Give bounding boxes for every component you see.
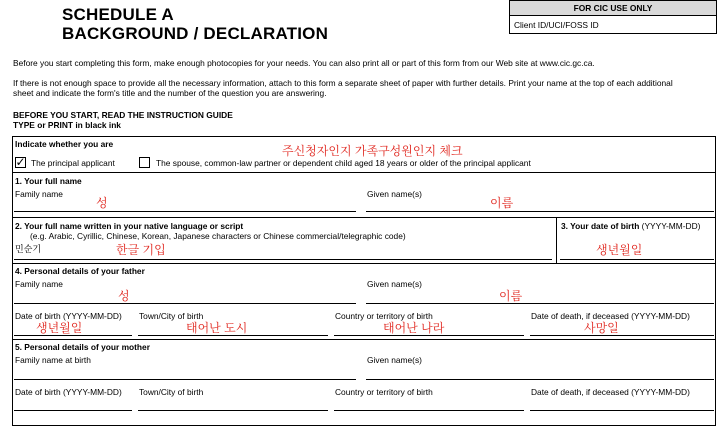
- intro-paragraph-2-line2: sheet and indicate the form's title and the number of the question you are answering.: [13, 88, 327, 98]
- father-town-annotation: 태어난 도시: [186, 321, 248, 335]
- mother-dob-label: Date of birth (YYYY-MM-DD): [15, 387, 122, 397]
- mother-country-input[interactable]: [334, 410, 524, 411]
- father-town-label: Town/City of birth: [139, 311, 204, 321]
- section5-heading: 5. Personal details of your mother: [15, 342, 150, 352]
- father-given-input[interactable]: [366, 303, 714, 304]
- instruction-subheading: TYPE or PRINT in black ink: [13, 120, 121, 130]
- section3-annotation: 생년월일: [596, 243, 643, 257]
- intro-paragraph-2-line1: If there is not enough space to provide all the necessary information, attach to this form a separate sheet of paper with further details. Print your name at the top of each additional: [13, 78, 673, 88]
- divider: [12, 217, 716, 218]
- mother-country-label: Country or territory of birth: [335, 387, 433, 397]
- mother-dob-input[interactable]: [14, 410, 132, 411]
- section2-subheading: (e.g. Arabic, Cyrillic, Chinese, Korean, Japanese characters or Chinese commercial/telegraphic code): [30, 231, 406, 241]
- instruction-heading: BEFORE YOU START, READ THE INSTRUCTION GUIDE: [13, 110, 233, 120]
- section2-annotation: 한글 기입: [116, 243, 166, 257]
- native-name-value: 민순기: [15, 244, 42, 254]
- father-dob-label: Date of birth (YYYY-MM-DD): [15, 311, 122, 321]
- mother-given-label: Given name(s): [367, 355, 422, 365]
- section1-heading: 1. Your full name: [15, 176, 82, 186]
- native-name-input[interactable]: [14, 259, 552, 260]
- mother-town-input[interactable]: [138, 410, 328, 411]
- principal-applicant-label: The principal applicant: [31, 158, 115, 168]
- section1-family-input[interactable]: [14, 211, 356, 212]
- father-death-annotation: 사망일: [584, 321, 619, 335]
- father-dob-input[interactable]: [14, 335, 132, 336]
- father-death-input[interactable]: [530, 335, 714, 336]
- father-family-annotation: 성: [118, 289, 130, 303]
- father-country-input[interactable]: [334, 335, 524, 336]
- section3-heading-text: 3. Your date of birth: [561, 221, 640, 231]
- section2-heading: 2. Your full name written in your native language or script: [15, 221, 244, 231]
- father-family-input[interactable]: [14, 303, 356, 304]
- mother-family-label: Family name at birth: [15, 355, 91, 365]
- mother-family-input[interactable]: [14, 379, 356, 380]
- form-frame: [12, 136, 716, 426]
- section1-given-label: Given name(s): [367, 189, 422, 199]
- divider: [556, 217, 557, 263]
- father-country-label: Country or territory of birth: [335, 311, 433, 321]
- father-death-label: Date of death, if deceased (YYYY-MM-DD): [531, 311, 690, 321]
- section1-given-input[interactable]: [366, 211, 714, 212]
- mother-town-label: Town/City of birth: [139, 387, 204, 397]
- section1-family-label: Family name: [15, 189, 63, 199]
- father-town-input[interactable]: [138, 335, 328, 336]
- spouse-dependent-label: The spouse, common-law partner or dependent child aged 18 years or older of the principal applicant: [156, 158, 531, 168]
- spouse-dependent-checkbox[interactable]: [139, 157, 150, 168]
- cic-use-only-box: [509, 0, 717, 34]
- section4-heading: 4. Personal details of your father: [15, 266, 145, 276]
- mother-given-input[interactable]: [366, 379, 714, 380]
- section1-given-annotation: 이름: [490, 196, 514, 210]
- father-country-annotation: 태어난 나라: [383, 321, 445, 335]
- intro-paragraph-1: Before you start completing this form, make enough photocopies for your needs. You can also print all or part of this form from our Web site at www.cic.gc.ca.: [13, 58, 595, 68]
- checkmark-icon: ✓: [15, 155, 26, 169]
- date-of-birth-input[interactable]: [560, 259, 714, 260]
- father-given-label: Given name(s): [367, 279, 422, 289]
- indicate-label: Indicate whether you are: [15, 139, 114, 149]
- mother-death-label: Date of death, if deceased (YYYY-MM-DD): [531, 387, 690, 397]
- indicate-annotation: 주신청자인지 가족구성원인지 체크: [282, 144, 463, 158]
- mother-death-input[interactable]: [530, 410, 714, 411]
- cic-box-title: FOR CIC USE ONLY: [510, 1, 716, 16]
- section1-family-annotation: 성: [96, 196, 108, 210]
- divider: [12, 172, 716, 173]
- father-dob-annotation: 생년월일: [36, 321, 83, 335]
- page-title-line2: BACKGROUND / DECLARATION: [62, 24, 329, 43]
- father-family-label: Family name: [15, 279, 63, 289]
- father-given-annotation: 이름: [499, 289, 523, 303]
- section3-format: (YYYY-MM-DD): [641, 221, 701, 231]
- client-id-label: Client ID/UCI/FOSS ID: [514, 20, 599, 30]
- page-title-line1: SCHEDULE A: [62, 5, 174, 24]
- divider: [12, 263, 716, 264]
- section3-heading: [561, 221, 700, 231]
- divider: [12, 339, 716, 340]
